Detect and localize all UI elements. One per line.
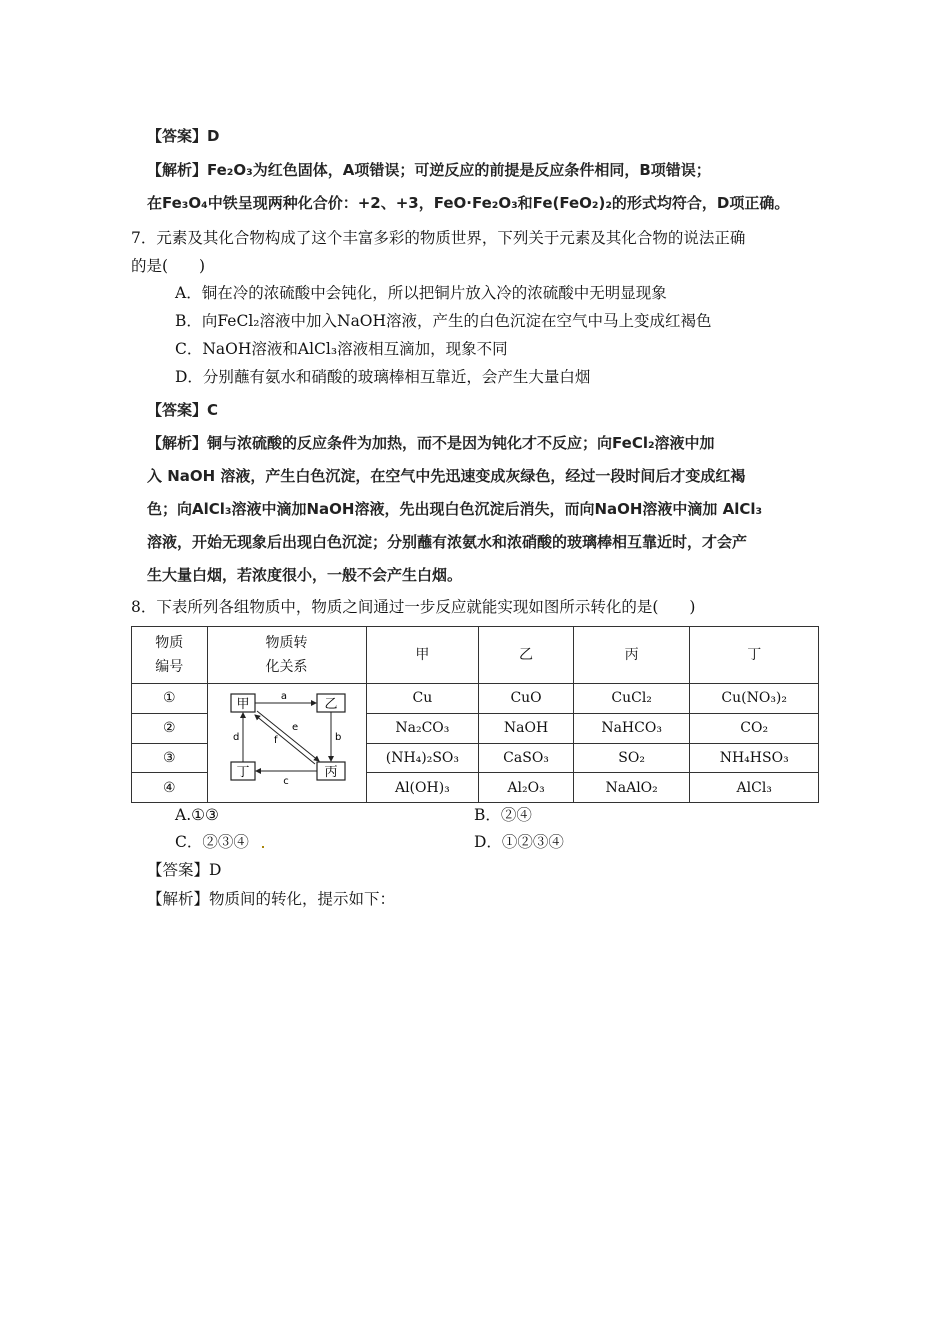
cell-bing: NaHCO₃ xyxy=(573,713,690,743)
q7-analysis-line-1: 【解析】铜与浓硫酸的反应条件为加热，而不是因为钝化才不反应；向FeCl₂溶液中加 xyxy=(147,434,715,452)
cell-yi: NaOH xyxy=(479,713,574,743)
edge-label-a: a xyxy=(280,691,287,702)
cell-ding: AlCl₃ xyxy=(690,773,819,803)
cell-ding: NH₄HSO₃ xyxy=(690,743,819,773)
edge-label-e: e xyxy=(291,722,298,733)
row-number: ③ xyxy=(132,743,208,773)
cell-jia: (NH₄)₂SO₃ xyxy=(366,743,479,773)
edge-label-f: f xyxy=(273,735,278,746)
edge-label-c: c xyxy=(282,776,289,787)
cell-jia: Na₂CO₃ xyxy=(366,713,479,743)
q7-answer: 【答案】C xyxy=(147,401,219,419)
edge-label-b: b xyxy=(334,732,341,743)
arrow-e xyxy=(257,711,319,761)
q8-answer: 【答案】D xyxy=(147,861,222,879)
node-bing-label: 丙 xyxy=(324,765,338,780)
node-yi-label: 乙 xyxy=(324,697,338,712)
header-relation-line-1: 物质转 xyxy=(265,635,308,651)
header-number xyxy=(132,627,208,684)
q7-option-c: C．NaOH溶液和AlCl₃溶液相互滴加，现象不同 xyxy=(175,340,508,358)
cell-yi: CaSO₃ xyxy=(479,743,574,773)
q8-option-a: A.①③ xyxy=(175,806,219,824)
header-ding: 丁 xyxy=(690,627,819,684)
header-bing: 丙 xyxy=(573,627,690,684)
header-relation xyxy=(207,627,366,684)
cell-bing: SO₂ xyxy=(573,743,690,773)
q8-option-b: B．②④ xyxy=(474,806,532,824)
q8-option-d: D．①②③④ xyxy=(474,833,564,851)
q8-analysis: 【解析】物质间的转化，提示如下： xyxy=(147,890,396,908)
q7-option-b: B．向FeCl₂溶液中加入NaOH溶液，产生的白色沉淀在空气中马上变成红褐色 xyxy=(175,312,712,330)
stray-dot xyxy=(262,846,264,848)
q7-analysis-line-3: 色；向AlCl₃溶液中滴加NaOH溶液，先出现白色沉淀后消失，而向NaOH溶液中滴加 AlCl₃ xyxy=(147,500,763,518)
q8-option-c: C．②③④ xyxy=(175,833,249,851)
row-number: ② xyxy=(132,713,208,743)
header-number-line-2: 编号 xyxy=(155,659,184,675)
node-ding-label: 丁 xyxy=(236,765,250,780)
cell-jia: Cu xyxy=(366,684,479,714)
q7-option-d: D．分别蘸有氨水和硝酸的玻璃棒相互靠近，会产生大量白烟 xyxy=(175,368,591,386)
q8-stem: 8．下表所列各组物质中，物质之间通过一步反应就能实现如图所示转化的是( ) xyxy=(131,598,696,616)
cell-ding: Cu(NO₃)₂ xyxy=(690,684,819,714)
q7-analysis-line-5: 生大量白烟，若浓度很小，一般不会产生白烟。 xyxy=(147,566,463,584)
q6-analysis-line-2: 在Fe₃O₄中铁呈现两种化合价：+2、+3，FeO·Fe₂O₃和Fe(FeO₂)₂的形式均符合，D项正确。 xyxy=(147,194,790,212)
q8-substance-table xyxy=(131,626,819,803)
cell-yi: Al₂O₃ xyxy=(479,773,574,803)
header-yi: 乙 xyxy=(479,627,574,684)
q7-stem-line-2: 的是( ) xyxy=(131,257,206,275)
q7-analysis-line-2: 入 NaOH 溶液，产生白色沉淀，在空气中先迅速变成灰绿色，经过一段时间后才变成红褐 xyxy=(147,467,746,485)
cell-bing: CuCl₂ xyxy=(573,684,690,714)
row-number: ① xyxy=(132,684,208,714)
table-row xyxy=(132,684,819,714)
conversion-diagram xyxy=(208,684,366,802)
header-jia: 甲 xyxy=(366,627,479,684)
table-header-row xyxy=(132,627,819,684)
header-number-line-1: 物质 xyxy=(155,635,184,651)
q7-stem-line-1: 7．元素及其化合物构成了这个丰富多彩的物质世界，下列关于元素及其化合物的说法正确 xyxy=(131,229,746,247)
cell-ding: CO₂ xyxy=(690,713,819,743)
cell-bing: NaAlO₂ xyxy=(573,773,690,803)
edge-label-d: d xyxy=(232,732,239,743)
node-jia-label: 甲 xyxy=(236,697,250,712)
q7-option-a: A．铜在冷的浓硫酸中会钝化，所以把铜片放入冷的浓硫酸中无明显现象 xyxy=(175,284,667,302)
q6-analysis-line-1: 【解析】Fe₂O₃为红色固体，A项错误；可逆反应的前提是反应条件相同，B项错误； xyxy=(147,161,711,179)
header-relation-line-2: 化关系 xyxy=(265,659,308,675)
cell-yi: CuO xyxy=(479,684,574,714)
conversion-diagram-cell xyxy=(207,684,366,803)
row-number: ④ xyxy=(132,773,208,803)
q6-answer: 【答案】D xyxy=(147,127,220,145)
q7-analysis-line-4: 溶液，开始无现象后出现白色沉淀；分别蘸有浓氨水和浓硝酸的玻璃棒相互靠近时，才会产 xyxy=(147,533,748,551)
cell-jia: Al(OH)₃ xyxy=(366,773,479,803)
arrow-f xyxy=(255,715,315,764)
